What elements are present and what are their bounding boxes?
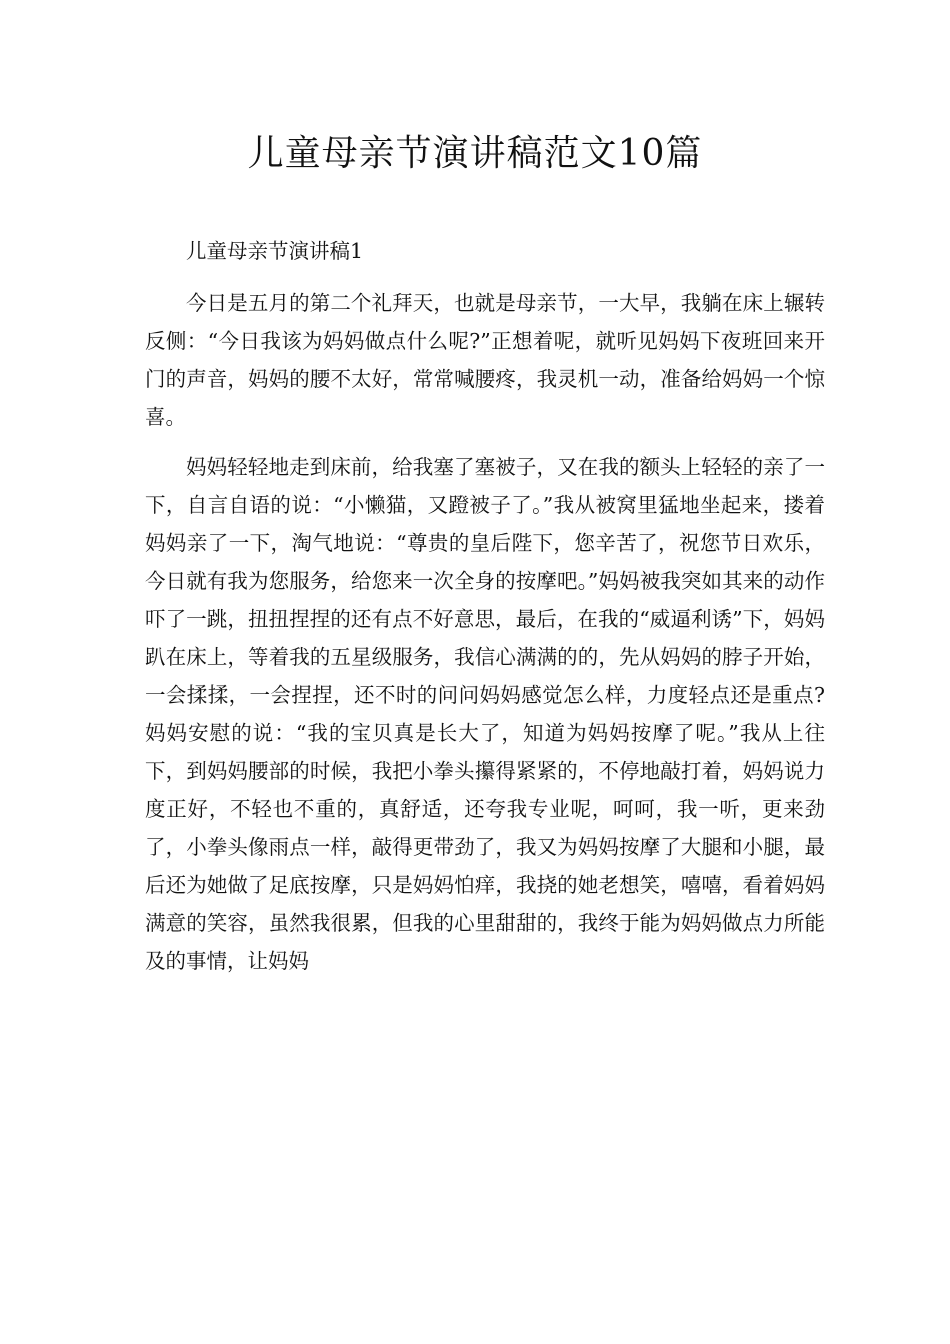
section-heading: 儿童母亲节演讲稿1 <box>186 239 364 263</box>
document-body <box>145 232 825 992</box>
document-title: 儿童母亲节演讲稿范文10篇 <box>247 133 703 174</box>
paragraph-1: 今日是五月的第二个礼拜天，也就是母亲节，一大早，我躺在床上辗转反侧：“今日我该为妈妈做点什么呢?”正想着呢，就听见妈妈下夜班回来开门的声音，妈妈的腰不太好，常常喊腰疼，我灵机一动，准备给妈妈一个惊喜。 <box>145 291 825 429</box>
paragraph-2: 妈妈轻轻地走到床前，给我塞了塞被子，又在我的额头上轻轻的亲了一下，自言自语的说：“小懒猫，又蹬被子了。”我从被窝里猛地坐起来，搂着妈妈亲了一下，淘气地说：“尊贵的皇后陛下，您辛苦了，祝您节日欢乐，今日就有我为您服务，给您来一次全身的按摩吧。”妈妈被我突如其来的动作吓了一跳，扭扭捏捏的还有点不好意思，最后，在我的“威逼利诱”下，妈妈趴在床上，等着我的五星级服务，我信心满满的的，先从妈妈的脖子开始，一会揉揉，一会捏捏，还不时的问问妈妈感觉怎么样，力度轻点还是重点?妈妈安慰的说：“我的宝贝真是长大了，知道为妈妈按摩了呢。”我从上往下，到妈妈腰部的时候，我把小拳头攥得紧紧的，不停地敲打着，妈妈说力度正好，不轻也不重的，真舒适，还夸我专业呢，呵呵，我一听，更来劲了，小拳头像雨点一样，敲得更带劲了，我又为妈妈按摩了大腿和小腿，最后还为她做了足底按摩，只是妈妈怕痒，我挠的她老想笑，嘻嘻，看着妈妈满意的笑容，虽然我很累，但我的心里甜甜的，我终于能为妈妈做点力所能及的事情，让妈妈 <box>145 455 825 973</box>
